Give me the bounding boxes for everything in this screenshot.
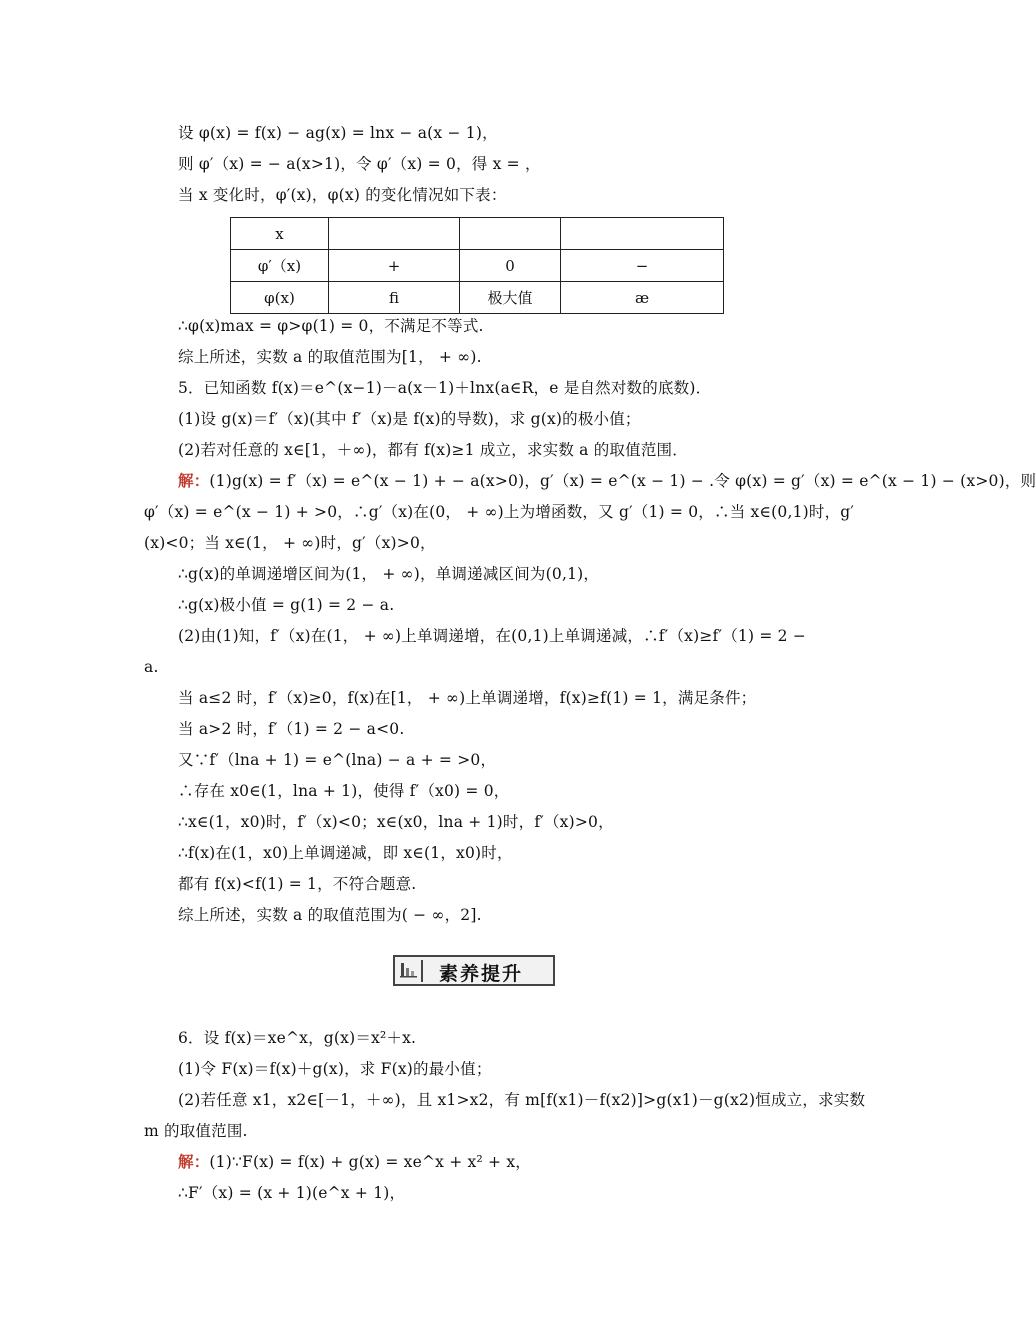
- solution-line: 又∵f′（lna + 1) = e^(lna) − a + = >0，: [178, 751, 497, 769]
- solution-text: (1)∵F(x) = f(x) + g(x) = xe^x + x² + x，: [209, 1153, 531, 1171]
- solution-line: (x)<0；当 x∈(1， + ∞)时，g′（x)>0，: [144, 534, 436, 552]
- table-cell: [329, 218, 460, 250]
- bar-chart-icon: [399, 960, 423, 982]
- text-line: 则 φ′（x) = − a(x>1)，令 φ′（x) = 0，得 x = ，: [178, 155, 541, 173]
- solution-line: [178, 1152, 531, 1172]
- text-line: 当 x 变化时，φ′(x)，φ(x) 的变化情况如下表：: [178, 186, 507, 204]
- question-part: (1)设 g(x)＝f′（x)(其中 f′（x)是 f(x)的导数)，求 g(x)的极小值；: [178, 410, 641, 428]
- solution-label: 解：: [178, 1153, 210, 1171]
- section-title: 素养提升: [439, 963, 524, 985]
- question-part: (2)若对任意的 x∈[1，＋∞)，都有 f(x)≥1 成立，求实数 a 的取值范围．: [178, 441, 688, 459]
- question-stem: 5．已知函数 f(x)＝e^(x−1)－a(x－1)＋lnx(a∈R，e 是自然对数的底数)．: [178, 379, 712, 397]
- solution-label: 解：: [178, 472, 210, 490]
- table-cell: ﬁ: [329, 282, 460, 314]
- solution-text: (1)g(x) = f′（x) = e^(x − 1) + − a(x>0)，g′（x) = e^(x − 1) − .令 φ(x) = g′（x) = e^(x − 1) − (x>0)，则: [209, 472, 1036, 490]
- variation-table: [230, 217, 724, 314]
- table-cell: [561, 218, 724, 250]
- solution-line: 综上所述，实数 a 的取值范围为( − ∞，2].: [178, 906, 482, 924]
- table-cell: +: [329, 250, 460, 282]
- solution-line: (2)由(1)知，f′（x)在(1， + ∞)上单调递增，在(0,1)上单调递减，∴f′（x)≥f′（1) = 2 −: [178, 627, 807, 645]
- solution-line: 都有 f(x)<f(1) = 1，不符合题意.: [178, 875, 417, 893]
- solution-line: ∴存在 x0∈(1，lna + 1)，使得 f′（x0) = 0，: [178, 782, 510, 800]
- solution-line: ∴F′（x) = (x + 1)(e^x + 1)，: [178, 1184, 406, 1202]
- table-row: [231, 282, 724, 314]
- table-row: [231, 218, 724, 250]
- solution-line: [178, 471, 1036, 491]
- text-line: 综上所述，实数 a 的取值范围为[1， + ∞).: [178, 348, 482, 366]
- question-stem: 6．设 f(x)＝xe^x，g(x)＝x²＋x.: [178, 1029, 417, 1047]
- table-cell: φ′（x): [231, 250, 329, 282]
- table-cell: [460, 218, 561, 250]
- text-line: 设 φ(x) = f(x) − ag(x) = lnx − a(x − 1)，: [178, 124, 498, 142]
- section-banner: [393, 955, 555, 986]
- solution-line: ∴g(x)极小值 = g(1) = 2 − a.: [178, 596, 395, 614]
- solution-line: 当 a>2 时，f′（1) = 2 − a<0.: [178, 720, 405, 738]
- table-cell: −: [561, 250, 724, 282]
- table-cell: x: [231, 218, 329, 250]
- text-line: ∴φ(x)max = φ>φ(1) = 0，不满足不等式.: [178, 317, 484, 335]
- solution-line: a.: [144, 658, 159, 676]
- solution-line: ∴x∈(1，x0)时，f′（x)<0；x∈(x0，lna + 1)时，f′（x)>0，: [178, 813, 614, 831]
- table-cell: 极大值: [460, 282, 561, 314]
- question-part: m 的取值范围.: [144, 1122, 248, 1140]
- solution-line: 当 a≤2 时，f′（x)≥0，f(x)在[1， + ∞)上单调递增，f(x)≥f(1) = 1，满足条件；: [178, 689, 757, 707]
- table-cell: æ: [561, 282, 724, 314]
- table-cell: 0: [460, 250, 561, 282]
- solution-line: ∴f(x)在(1，x0)上单调递减，即 x∈(1，x0)时，: [178, 844, 513, 862]
- table-cell: φ(x): [231, 282, 329, 314]
- solution-line: φ′（x) = e^(x − 1) + >0，∴g′（x)在(0， + ∞)上为增函数，又 g′（1) = 0，∴当 x∈(0,1)时，g′: [144, 503, 855, 521]
- solution-line: ∴g(x)的单调递增区间为(1， + ∞)，单调递减区间为(0,1)，: [178, 565, 600, 583]
- question-part: (2)若任意 x1，x2∈[－1，＋∞)，且 x1>x2，有 m[f(x1)－f(x2)]>g(x1)－g(x2)恒成立，求实数: [178, 1091, 866, 1109]
- question-part: (1)令 F(x)＝f(x)＋g(x)，求 F(x)的最小值；: [178, 1060, 492, 1078]
- table-row: [231, 250, 724, 282]
